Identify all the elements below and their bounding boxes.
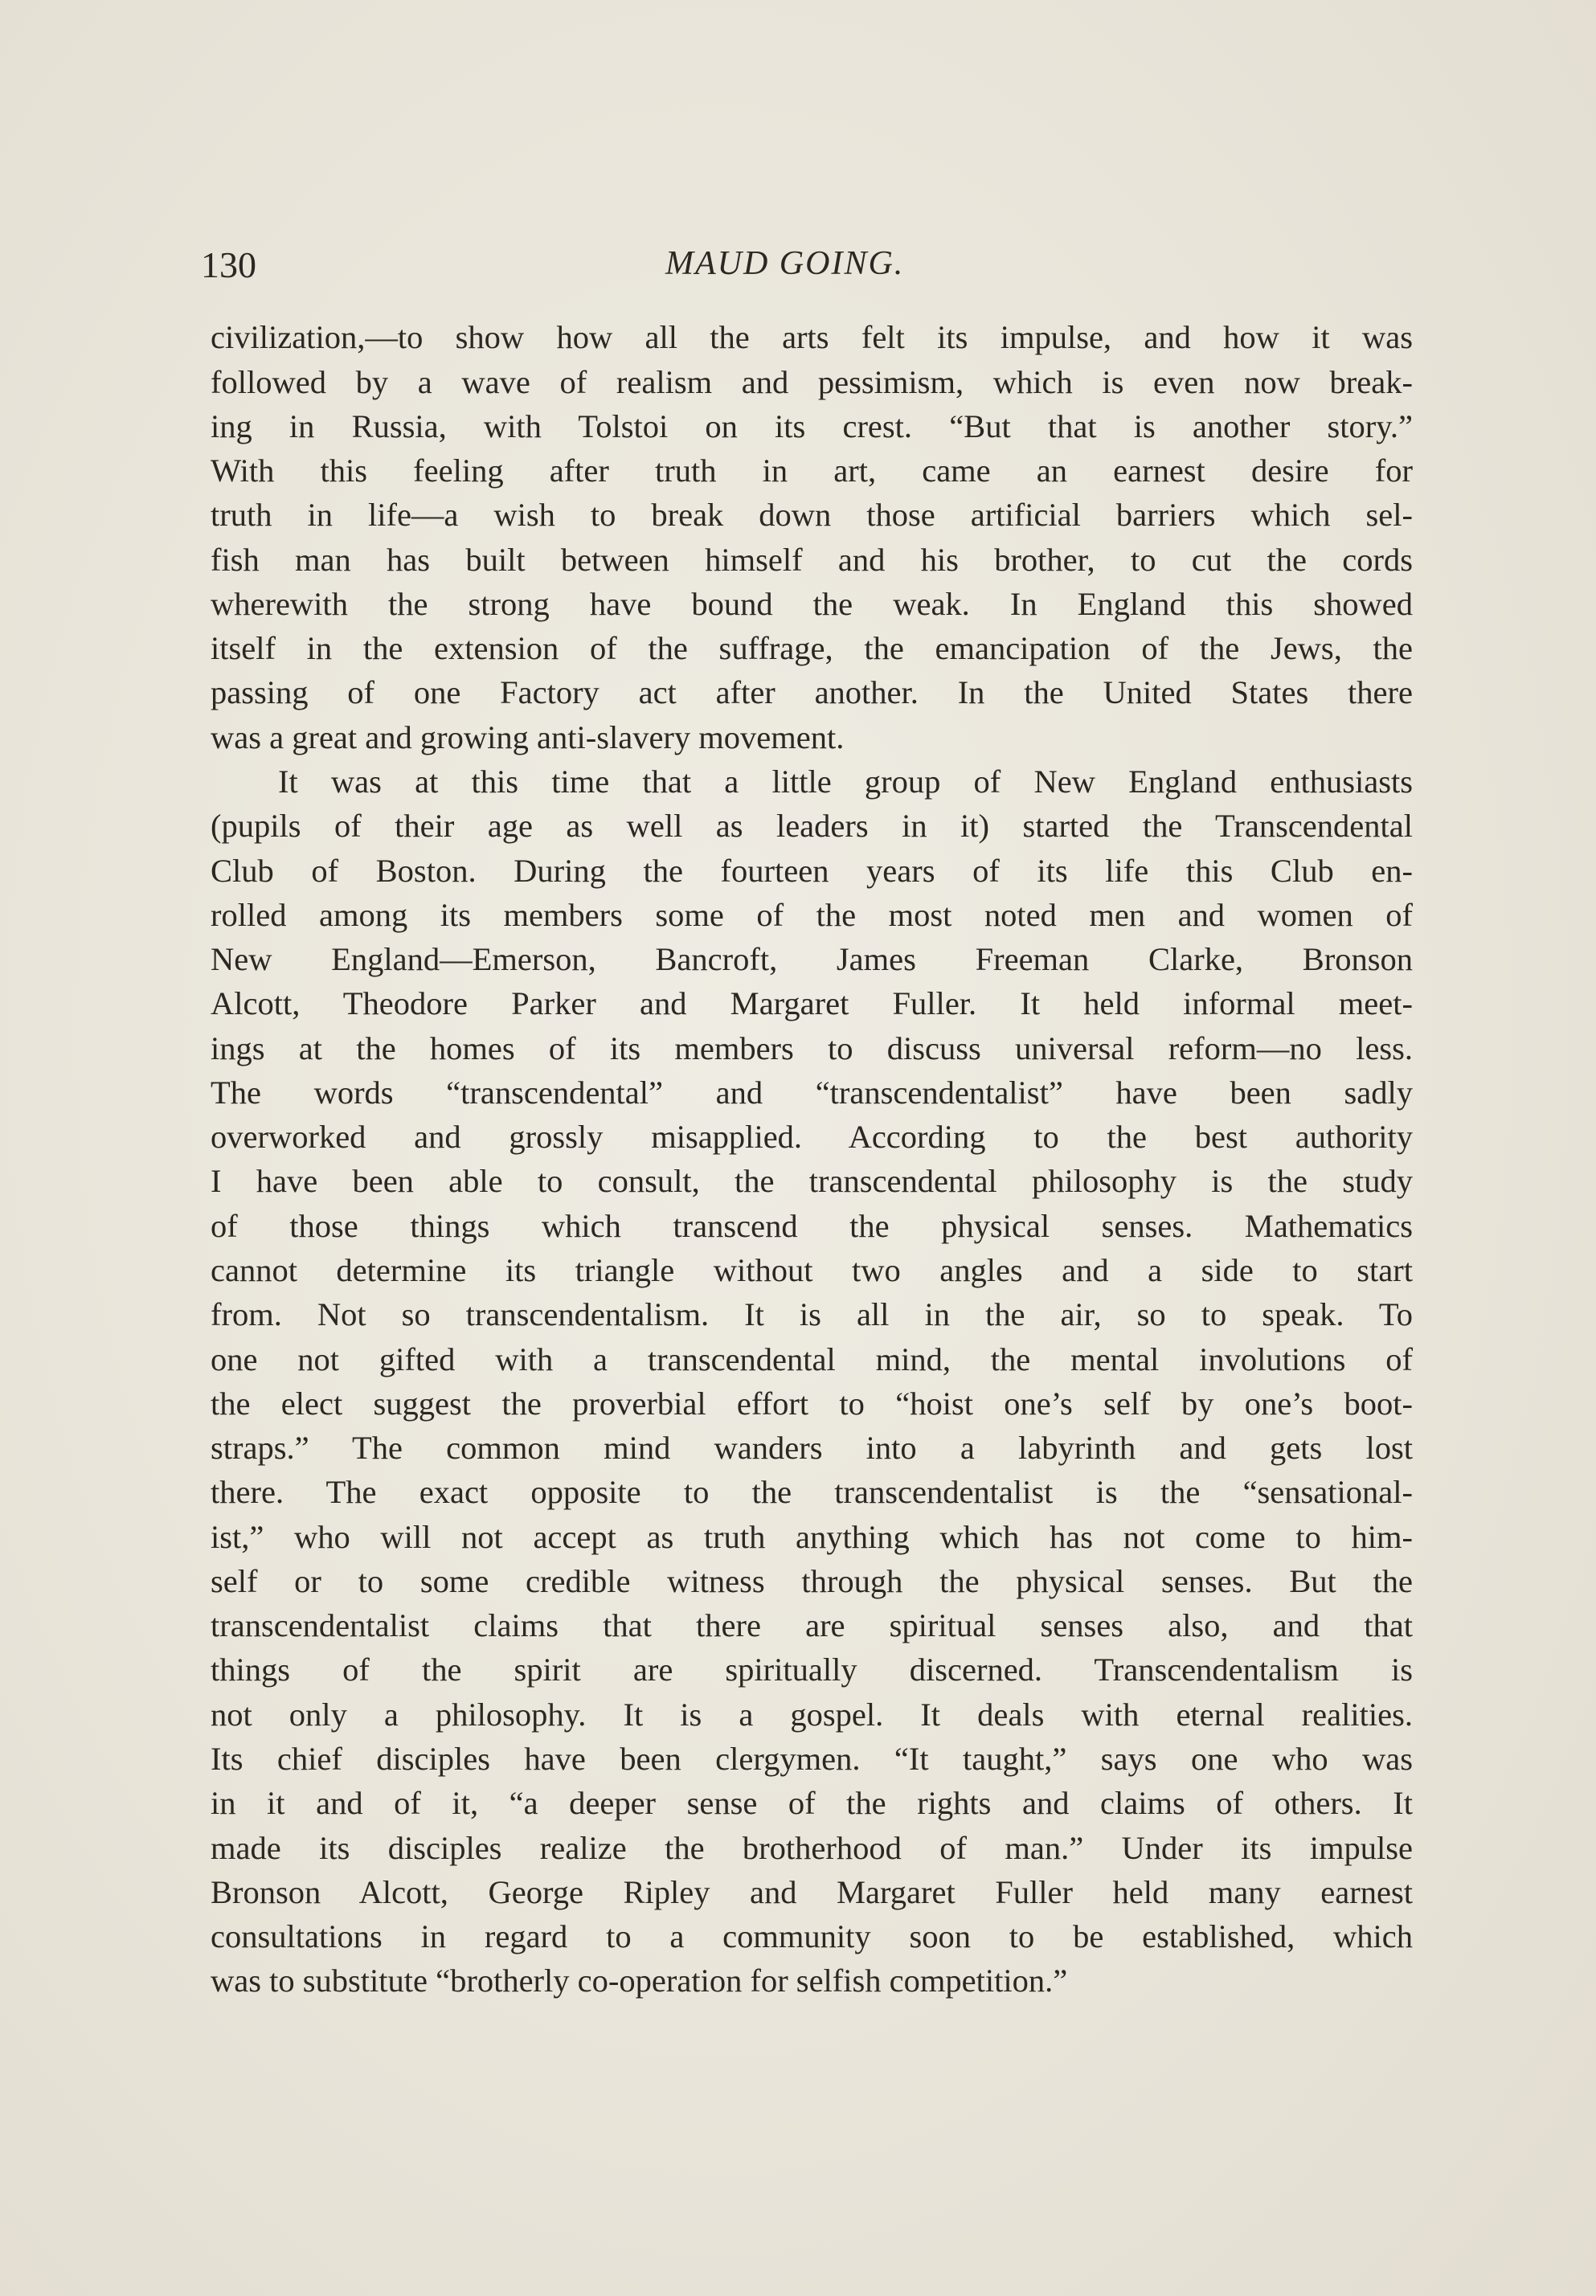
- text-line: ist,” who will not accept as truth anything which has not come to him-: [211, 1519, 1413, 1555]
- text-line: followed by a wave of realism and pessimism, which is even now break-: [211, 364, 1413, 400]
- text-line: from. Not so transcendentalism. It is all in the air, so to speak. To: [211, 1296, 1413, 1332]
- paragraph-end-line: was a great and growing anti-slavery movement.: [211, 719, 845, 755]
- text-line: Alcott, Theodore Parker and Margaret Fuller. It held informal meet-: [211, 985, 1413, 1021]
- text-line: straps.” The common mind wanders into a labyrinth and gets lost: [211, 1430, 1413, 1466]
- text-line: transcendentalist claims that there are spiritual senses also, and that: [211, 1607, 1413, 1643]
- paragraph-start-line: It was at this time that a little group of New England enthusiasts: [278, 763, 1413, 800]
- text-line: overworked and grossly misapplied. According to the best authority: [211, 1119, 1413, 1155]
- page-number: 130: [201, 244, 256, 285]
- text-line: rolled among its members some of the most noted men and women of: [211, 897, 1413, 933]
- text-line: itself in the extension of the suffrage, the emancipation of the Jews, the: [211, 630, 1413, 666]
- text-line: fish man has built between himself and his brother, to cut the cords: [211, 542, 1413, 578]
- text-line: With this feeling after truth in art, came an earnest desire for: [211, 452, 1413, 489]
- text-line: The words “transcendental” and “transcendentalist” have been sadly: [211, 1074, 1413, 1111]
- paragraph-end-line: was to substitute “brotherly co-operation for selfish competition.”: [211, 1962, 1068, 1999]
- running-head: MAUD GOING.: [665, 245, 905, 282]
- text-line: cannot determine its triangle without two angles and a side to start: [211, 1252, 1413, 1288]
- text-line: truth in life—a wish to break down those artificial barriers which sel-: [211, 497, 1413, 533]
- text-line: civilization,—to show how all the arts felt its impulse, and how it was: [211, 319, 1413, 355]
- text-line: there. The exact opposite to the transcendentalist is the “sensational-: [211, 1474, 1413, 1510]
- text-line: ing in Russia, with Tolstoi on its crest. “But that is another story.”: [211, 408, 1413, 444]
- text-line: consultations in regard to a community soon to be established, which: [211, 1918, 1413, 1954]
- text-line: passing of one Factory act after another. In the United States there: [211, 674, 1413, 710]
- text-line: New England—Emerson, Bancroft, James Freeman Clarke, Bronson: [211, 941, 1413, 977]
- text-line: (pupils of their age as well as leaders in it) started the Transcendental: [211, 808, 1413, 844]
- text-line: self or to some credible witness through the physical senses. But the: [211, 1563, 1413, 1599]
- text-line: ings at the homes of its members to discuss universal reform—no less.: [211, 1030, 1413, 1066]
- text-line: not only a philosophy. It is a gospel. It deals with eternal realities.: [211, 1696, 1413, 1733]
- text-line: things of the spirit are spiritually discerned. Transcendentalism is: [211, 1651, 1413, 1688]
- text-line: I have been able to consult, the transcendental philosophy is the study: [211, 1163, 1413, 1199]
- text-line: wherewith the strong have bound the weak. In England this showed: [211, 586, 1413, 622]
- text-line: Club of Boston. During the fourteen years of its life this Club en-: [211, 853, 1413, 889]
- text-line: Its chief disciples have been clergymen. “It taught,” says one who was: [211, 1741, 1413, 1777]
- text-line: of those things which transcend the physical senses. Mathematics: [211, 1208, 1413, 1244]
- text-line: the elect suggest the proverbial effort to “hoist one’s self by one’s boot-: [211, 1385, 1413, 1422]
- text-line: one not gifted with a transcendental mind, the mental involutions of: [211, 1341, 1413, 1377]
- text-line: in it and of it, “a deeper sense of the rights and claims of others. It: [211, 1785, 1413, 1821]
- text-line: Bronson Alcott, George Ripley and Margaret Fuller held many earnest: [211, 1874, 1413, 1910]
- text-line: made its disciples realize the brotherhood of man.” Under its impulse: [211, 1830, 1413, 1866]
